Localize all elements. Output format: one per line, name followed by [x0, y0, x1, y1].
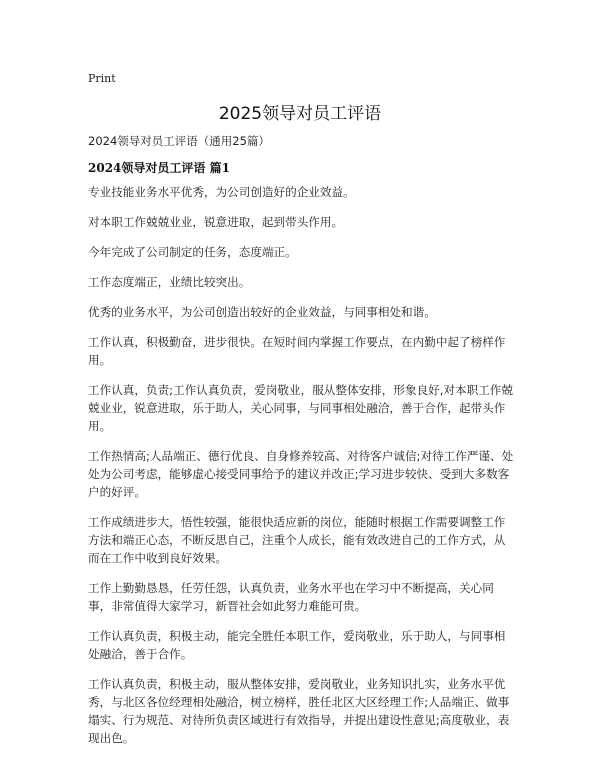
paragraph: 工作成绩进步大，悟性较强，能很快适应新的岗位，能随时根据工作需要调整工作方法和端正心态，不断反思自己，注重个人成长，能有效改进自己的工作方式，从而在工作中收到良好效果。 [88, 515, 506, 565]
paragraph: 对本职工作兢兢业业，锐意进取，起到带头作用。 [88, 215, 344, 229]
paragraph: 工作认真，负责;工作认真负责，爱岗敬业，服从整体安排，形象良好,对本职工作兢兢业业，锐意进取，乐于助人，关心同事，与同事相处融洽，善于合作，起带头作用。 [88, 383, 513, 433]
print-link[interactable]: Print [88, 72, 116, 85]
paragraph: 工作上勤勤恳恳，任劳任怨，认真负责，业务水平也在学习中不断提高，关心同事，非常值得大家学习，新晋社会如此努力难能可贵。 [88, 581, 494, 613]
paragraph: 工作态度端正，业绩比较突出。 [88, 275, 251, 289]
paragraph: 工作认真负责，积极主动，能完全胜任本职工作，爱岗敬业，乐于助人，与同事相处融洽，善于合作。 [88, 629, 506, 661]
paragraph: 工作认真，积极勤奋，进步很快。在短时间内掌握工作要点，在内勤中起了榜样作用。 [88, 335, 506, 367]
paragraph: 工作热情高;人品端正、德行优良、自身修养较高、对待客户诚信;对待工作严谨、处处为公司考虑，能够虚心接受同事给予的建议并改正;学习进步较快、受到大多数客户的好评。 [88, 449, 514, 499]
paragraph: 今年完成了公司制定的任务，态度端正。 [88, 245, 297, 259]
document-subtitle: 2024领导对员工评语（通用25篇） [88, 134, 270, 148]
paragraph: 优秀的业务水平，为公司创造出较好的企业效益，与同事相处和谐。 [88, 305, 436, 319]
document-title: 2025领导对员工评语 [218, 104, 382, 124]
document-body [88, 183, 516, 759]
paragraph: 专业技能业务水平优秀，为公司创造好的企业效益。 [88, 185, 355, 199]
paragraph: 工作认真负责，积极主动，服从整体安排，爱岗敬业，业务知识扎实，业务水平优秀，与北区各位经理相处融洽，树立榜样，胜任北区大区经理工作;人品端正、做事塌实、行为规范、对待所负责区域进行有效指导，并提出建设性意见;高度敬业，表现出色。 [88, 677, 510, 745]
section-heading: 2024领导对员工评语 篇1 [88, 161, 230, 175]
